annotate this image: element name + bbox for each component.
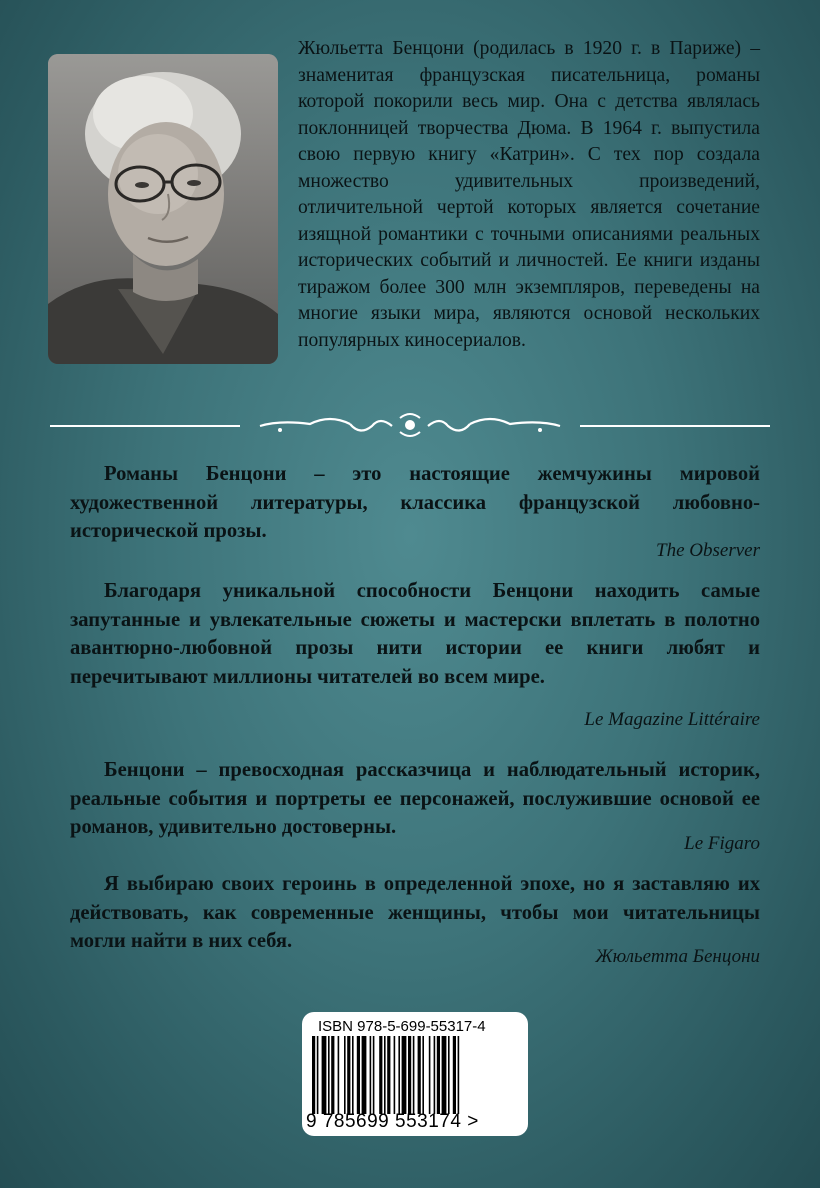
- barcode-bar: [453, 1036, 456, 1114]
- barcode-bar: [328, 1036, 330, 1114]
- quote-source: Жюльетта Бенцони: [595, 946, 760, 967]
- barcode-bar: [402, 1036, 407, 1114]
- barcode-bar: [317, 1036, 319, 1114]
- barcode-bar: [418, 1036, 421, 1114]
- quote-text: Благодаря уникальной способности Бенцони находить самые запутанные и увлекательные сюжеты и мастерски вплетать в полотно авантюрно-любовной прозы нити истории ее книги любят и перечитывают миллионы читателей во всем мире.: [70, 580, 760, 688]
- barcode-digits: 9 785699 553174 >: [306, 1111, 479, 1132]
- barcode-panel: [302, 1012, 528, 1136]
- author-bio: Жюльетта Бенцони (родилась в 1920 г. в Париже) – знаменитая французская писательница, романы которой покорили весь мир. Она с детства являлась поклонницей творчества Дюма. В 1964 г. выпустила свою первую книгу «Катрин». С тех пор создала множество удивительных произведений, отличительной чертой которых является сочетание изящной романтики с точными описаниями реальных исторических событий и личностей. Ее книги изданы тиражом более 300 млн экземпляров, переведены на многие языки мира, являются основой нескольких популярных киносериалов.: [298, 38, 760, 351]
- barcode-bar: [394, 1036, 396, 1114]
- quote-source: Le Figaro: [684, 833, 760, 854]
- barcode-bar: [458, 1036, 460, 1114]
- barcode-bar: [437, 1036, 440, 1114]
- quote-source: Le Magazine Littéraire: [584, 709, 760, 730]
- barcode-bar: [429, 1036, 431, 1114]
- author-portrait: [48, 54, 278, 364]
- barcode-bar: [448, 1036, 450, 1114]
- quote-source: The Observer: [656, 540, 760, 561]
- barcode-bar: [338, 1036, 340, 1114]
- barcode-bar: [387, 1036, 390, 1114]
- barcode-bar: [373, 1036, 375, 1114]
- quote-text: Я выбираю своих героинь в определенной эпохе, но я заставляю их действовать, как современные женщины, чтобы мои читательницы могли найти в них себя.: [70, 873, 760, 952]
- barcode-bar: [408, 1036, 411, 1114]
- barcode-bar: [331, 1036, 334, 1114]
- author-portrait-illustration: [48, 54, 278, 364]
- barcode-bar: [357, 1036, 360, 1114]
- barcode-bar: [347, 1036, 350, 1114]
- barcode-bar: [352, 1036, 354, 1114]
- barcode-bar: [362, 1036, 367, 1114]
- barcode-bar: [384, 1036, 386, 1114]
- barcode-bar: [344, 1036, 346, 1114]
- ornament-divider: [50, 410, 770, 446]
- barcode-bar: [379, 1036, 382, 1114]
- barcode-bar: [422, 1036, 424, 1114]
- barcode-bar: [322, 1036, 327, 1114]
- barcode-bar: [370, 1036, 372, 1114]
- quote-text: Романы Бенцони – это настоящие жемчужины мировой художественной литературы, классика французской любовно-исторической прозы.: [70, 463, 760, 542]
- barcode-bar: [398, 1036, 400, 1114]
- quote-text: Бенцони – превосходная рассказчица и наблюдательный историк, реальные события и портреты ее персонажей, послужившие основой ее романов, удивительно достоверны.: [70, 759, 760, 838]
- barcode-bar: [434, 1036, 436, 1114]
- barcode-bars: [312, 1036, 512, 1114]
- isbn-label: ISBN 978-5-699-55317-4: [318, 1018, 486, 1035]
- barcode-bar: [312, 1036, 315, 1114]
- barcode-bar: [413, 1036, 415, 1114]
- barcode-bar: [442, 1036, 447, 1114]
